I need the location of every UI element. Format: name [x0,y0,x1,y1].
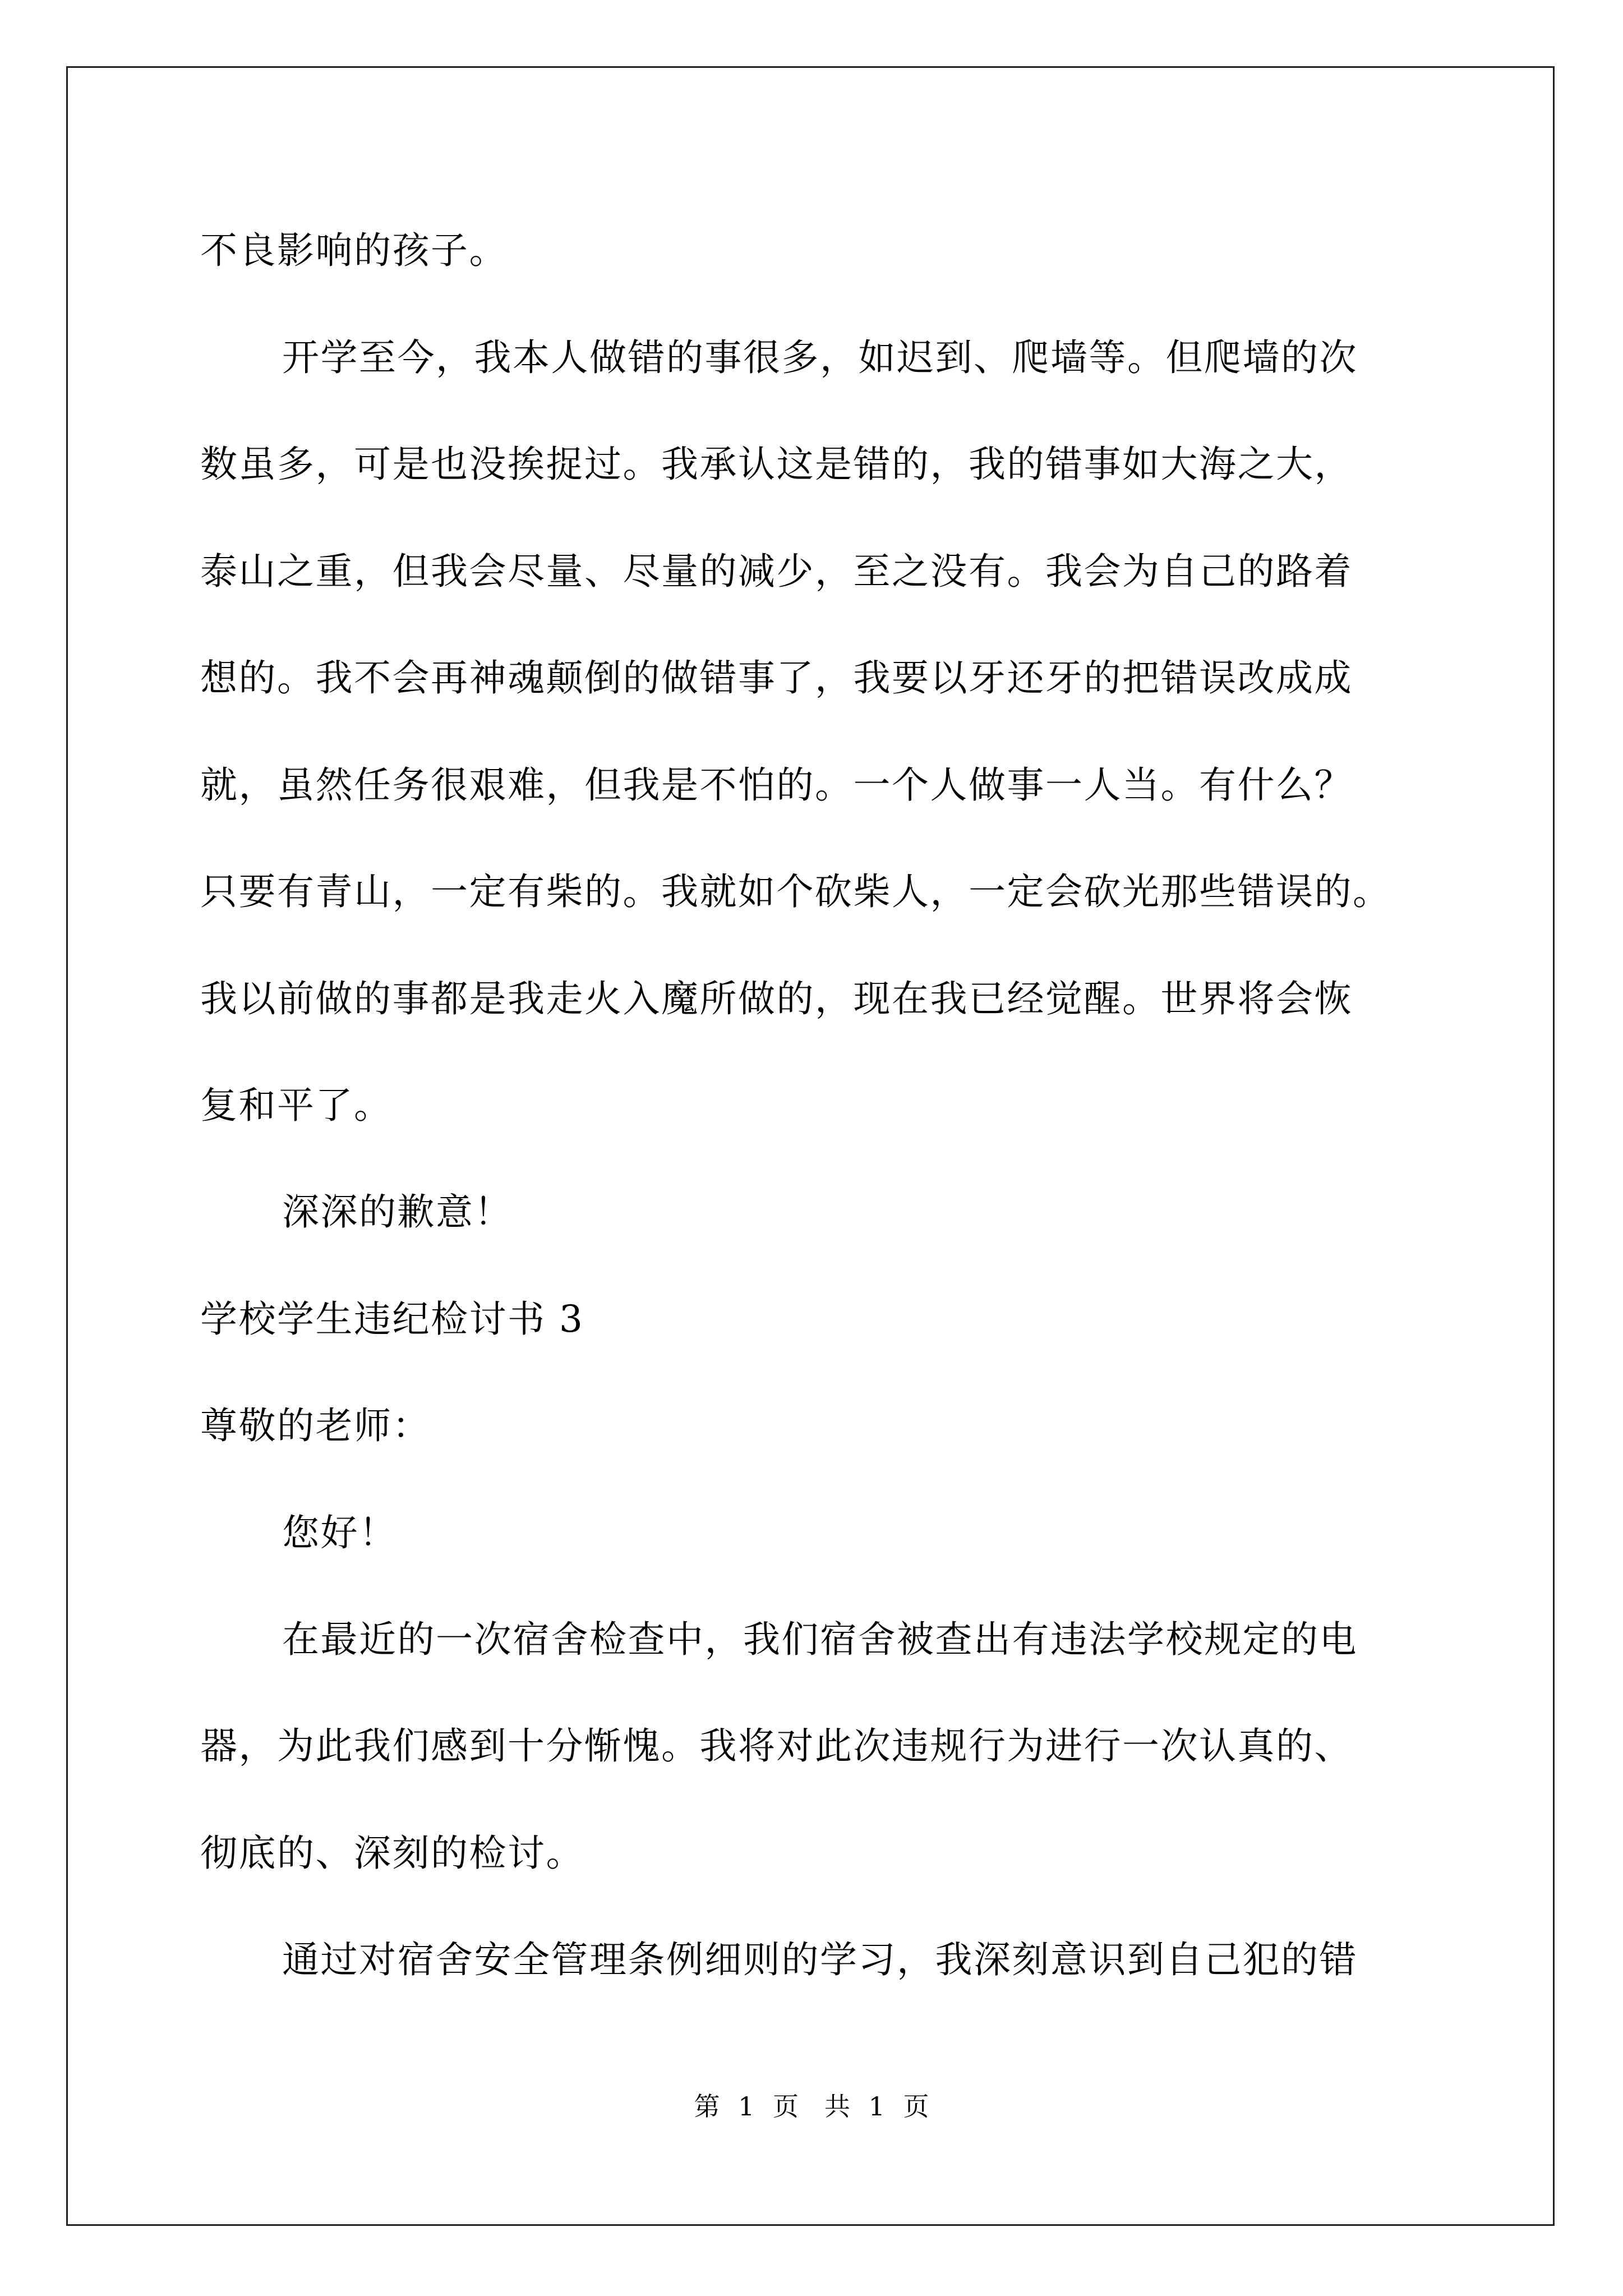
text-line: 彻底的、深刻的检讨。 [200,1832,584,1875]
text-line: 数虽多，可是也没挨捉过。我承认这是错的，我的错事如大海之大， [200,443,1353,486]
text-line: 复和平了。 [200,1084,393,1127]
page-border [66,66,1555,2226]
salutation: 尊敬的老师： [200,1404,431,1447]
text-line: 就，虽然任务很艰难，但我是不怕的。一个人做事一人当。有什么？ [200,763,1353,807]
text-line: 想的。我不会再神魂颠倒的做错事了，我要以牙还牙的把错误改成成 [200,656,1353,700]
text-line: 器，为此我们感到十分惭愧。我将对此次违规行为进行一次认真的、 [200,1724,1353,1768]
section-title: 学校学生违纪检讨书 3 [200,1297,584,1341]
page-number-footer: 第 1 页 共 1 页 [694,2091,929,2122]
paragraph-start-line: 通过对宿舍安全管理条例细则的学习，我深刻意识到自己犯的错 [282,1938,1358,1981]
paragraph-start-line: 在最近的一次宿舍检查中，我们宿舍被查出有违法学校规定的电 [282,1618,1358,1661]
text-line: 泰山之重，但我会尽量、尽量的减少，至之没有。我会为自己的路着 [200,550,1353,593]
text-line: 不良影响的孩子。 [200,229,508,272]
text-line: 只要有青山，一定有柴的。我就如个砍柴人，一定会砍光那些错误的。 [200,870,1391,913]
text-line: 我以前做的事都是我走火入魔所做的，现在我已经觉醒。世界将会恢 [200,977,1353,1020]
paragraph-start-line: 开学至今，我本人做错的事很多，如迟到、爬墙等。但爬墙的次 [282,336,1358,379]
closing-line: 深深的歉意！ [282,1190,513,1234]
greeting: 您好！ [282,1511,398,1554]
